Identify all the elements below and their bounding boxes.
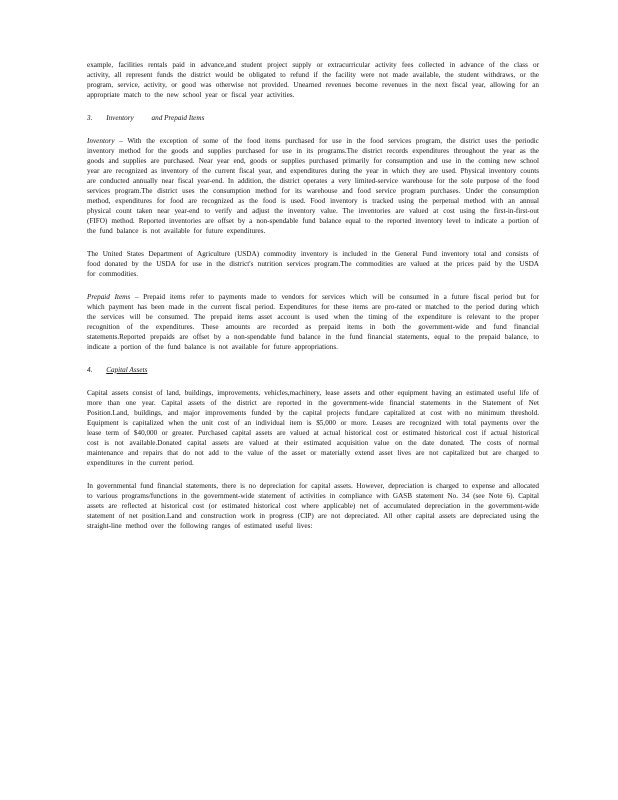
section-title-part1: Inventory	[106, 114, 134, 122]
section-number: 4.	[87, 366, 93, 374]
paragraph-usda: The United States Department of Agriculture (USDA) commodity inventory is included in the General Fund inventory total and consists of food donated by the USDA for use in the district's nutrition services program.The commodities are valued at the prices paid by the USDA for commodities.	[87, 250, 539, 278]
section-heading-inventory	[87, 113, 539, 123]
inventory-lead: Inventory	[87, 137, 115, 145]
prepaid-lead: Prepaid Items	[87, 293, 131, 301]
prepaid-text: – Prepaid items refer to payments made to vendors for services which will be consumed in a future fiscal period but for which payment has been made in the current fiscal period. Expenditures for these items are pro-rated or matched to the period during which the services will be consumed. The prepaid items asset account is used when the timing of the expenditure is relevant to the proper recognition of the expenditures. These amounts are recorded as prepaid items in both the government-wide and fund financial statements.Reported prepaids are offset by a non-spendable fund balance in the fund financial statements, equal to the prepaid balance, to indicate a portion of the fund balance is not available for future appropriations.	[87, 293, 539, 351]
paragraph-prepaid	[87, 292, 539, 352]
section-number: 3.	[87, 114, 93, 122]
section-title-part2: and Prepaid Items	[151, 114, 205, 122]
inventory-text: – With the exception of some of the food items purchased for use in the food services program, the district uses the periodic inventory method for the goods and supplies purchased for use in its programs.The district records expenditures throughout the year as the goods and supplies are purchased. Near year end, goods or supplies purchased primarily for consumption and use in the coming new school year are recognized as inventory of the current fiscal year, and expenditures during the year in which they are used. Physical inventory counts are conducted annually near fiscal year-end. In addition, the district operates a very limited-service warehouse for the sole purpose of the food services program.The district uses the consumption method for its warehouse and food service program purchases. Under the consumption method, expenditures for food are recognized as the food is used. Food inventory is tracked using the perpetual method with an annual physical count taken near year-end to verify and adjust the inventory value. The inventories are valued at cost using the first-in-first-out (FIFO) method. Reported inventories are offset by a non-spendable fund balance equal to the reported inventory level to indicate a portion of the fund balance is not available for future expenditures.	[87, 137, 539, 235]
section-heading-capital-assets	[87, 365, 539, 375]
paragraph-unearned-revenue: example, facilities rentals paid in advance,and student project supply or extracurricular activity fees collected in advance of the class or activity, all represent funds the district would be obligated to refund if the facility were not made available, the student withdraws, or the program, service, activity, or good was otherwise not provided. Unearned revenues become revenues in the next fiscal year, allowing for an appropriate match to the new school year or fiscal year activities.	[87, 61, 539, 99]
document-page	[87, 60, 539, 544]
section-title: Capital Assets	[106, 366, 148, 374]
paragraph-depreciation: In governmental fund financial statements, there is no depreciation for capital assets. However, depreciation is charged to expense and allocated to various programs/functions in the government-wide statement of activities in compliance with GASB statement No. 34 (see Note 6). Capital assets are reflected at historical cost (or estimated historical cost where applicable) net of accumulated depreciation in the government-wide statement of net position.Land and construction work in progress (CIP) are not depreciated. All other capital assets are depreciated using the straight-line method over the following ranges of estimated useful lives:	[87, 482, 539, 530]
paragraph-capital-assets: Capital assets consist of land, buildings, improvements, vehicles,machinery, lease assets and other equipment having an estimated useful life of more than one year. Capital assets of the district are reported in the government-wide financial statements in the Statement of Net Position.Land, buildings, and major improvements funded by the capital projects fund,are capitalized at cost with no minimum threshold. Equipment is capitalized when the unit cost of an individual item is $5,000 or more. Leases are recognized with total payments over the lease term of $40,000 or greater. Purchased capital assets are valued at actual historical cost or estimated historical cost if actual historical cost is not available.Donated capital assets are valued at their estimated acquisition value on the date donated. The costs of normal maintenance and repairs that do not add to the value of the asset or materially extend asset lives are not capitalized but are charged to expenditures in the current period.	[87, 389, 539, 467]
paragraph-inventory	[87, 136, 539, 236]
